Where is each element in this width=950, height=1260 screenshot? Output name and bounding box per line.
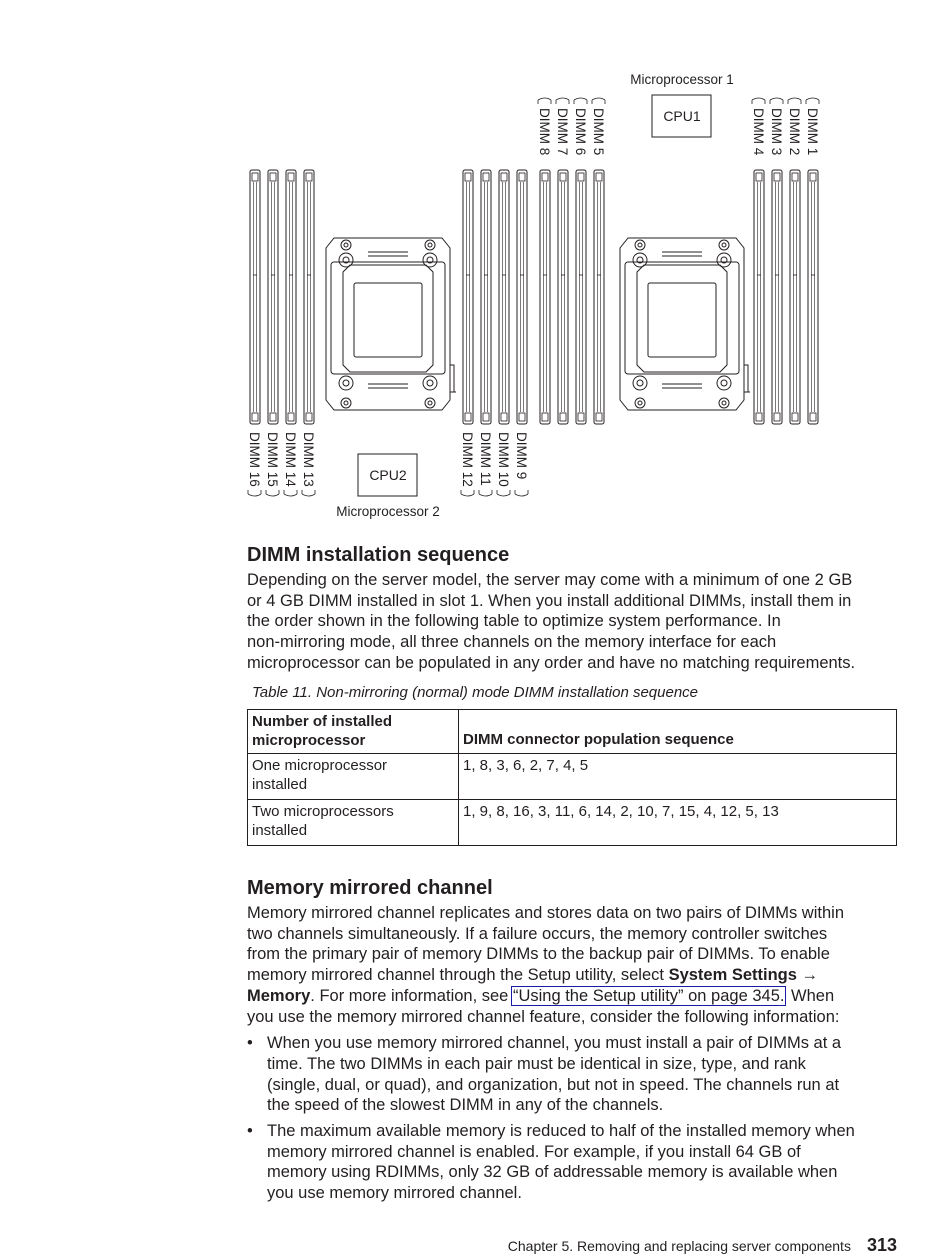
dimm-slot <box>250 170 260 424</box>
paragraph-line: two channels simultaneously. If a failure occurs, the memory controller switches <box>247 924 828 943</box>
paragraph-line: When <box>786 986 835 1005</box>
paragraph-line: . For more information, see <box>310 986 513 1005</box>
microprocessor1-label: Microprocessor 1 <box>630 72 734 87</box>
dimm-labels <box>247 98 820 496</box>
svg-text:DIMM 10: DIMM 10 <box>496 432 511 487</box>
dimm-slot <box>594 170 604 424</box>
cpu2-socket <box>326 238 456 410</box>
dimm-label-bottom <box>478 432 493 496</box>
paragraph-line: memory mirrored channel through the Setup utility, select <box>247 966 669 985</box>
cpu2-label: CPU2 <box>369 467 407 483</box>
table-caption-wrap <box>252 684 902 702</box>
dimm-slot <box>790 170 800 424</box>
setup-utility-link[interactable]: “Using the Setup utility” on page 345. <box>512 986 785 1005</box>
svg-text:DIMM 1: DIMM 1 <box>805 108 820 156</box>
section-heading: Memory mirrored channel <box>247 877 493 899</box>
paragraph-line: non-mirroring mode, all three channels on the memory interface for each <box>247 633 777 652</box>
bullet-icon: • <box>247 1034 253 1053</box>
dimm-label-bottom <box>265 432 280 496</box>
dimm-slot <box>540 170 550 424</box>
section-paragraph <box>247 903 897 1027</box>
paragraph-line: microprocessor can be populated in any order and have no matching requirements. <box>247 653 856 672</box>
dimm-slot <box>772 170 782 424</box>
dimm-slot <box>268 170 278 424</box>
dimm-slot <box>558 170 568 424</box>
menu-path-system-settings: System Settings <box>668 966 797 985</box>
table-row <box>248 800 897 846</box>
dimm-label-bottom <box>301 432 316 496</box>
table-header-cell: DIMM connector population sequence <box>459 710 897 754</box>
microprocessor2-label: Microprocessor 2 <box>336 504 440 519</box>
paragraph-line: you use the memory mirrored channel feature, consider the following information: <box>247 1007 840 1026</box>
table-cell: 1, 9, 8, 16, 3, 11, 6, 14, 2, 10, 7, 15, 4, 12, 5, 13 <box>459 800 897 846</box>
dimm-label-bottom <box>514 432 529 496</box>
section-paragraph <box>247 570 897 674</box>
svg-text:DIMM 16: DIMM 16 <box>247 432 262 487</box>
svg-text:DIMM 14: DIMM 14 <box>283 432 298 487</box>
table-header-row <box>248 710 897 754</box>
svg-text:DIMM 4: DIMM 4 <box>751 108 766 156</box>
dimm-slot <box>517 170 527 424</box>
dimm-sequence-table <box>247 709 897 846</box>
dimm-slot <box>754 170 764 424</box>
dimm-label-top <box>751 98 766 156</box>
table-cell: 1, 8, 3, 6, 2, 7, 4, 5 <box>459 754 897 800</box>
bullet-line: the speed of the slowest DIMM in any of the channels. <box>267 1096 664 1115</box>
paragraph-line: or 4 GB DIMM installed in slot 1. When you install additional DIMMs, install them in <box>247 591 852 610</box>
cell-text: installed <box>252 821 308 839</box>
cell-text: Two microprocessors <box>252 803 394 820</box>
bullet-line: memory using RDIMMs, only 32 GB of addressable memory is available when <box>267 1163 838 1182</box>
bullet-line: time. The two DIMMs in each pair must be identical in size, type, and rank <box>267 1054 806 1073</box>
cell-text: installed <box>252 775 308 793</box>
dimm-slot <box>481 170 491 424</box>
bullet-line: The maximum available memory is reduced to half of the installed memory when <box>267 1122 855 1141</box>
table-header-cell <box>248 710 459 754</box>
svg-text:DIMM 7: DIMM 7 <box>555 108 570 156</box>
svg-text:DIMM 11: DIMM 11 <box>478 432 493 486</box>
list-item <box>247 1033 897 1116</box>
dimm-layout-diagram <box>0 0 950 530</box>
dimm-label-top <box>787 98 802 155</box>
dimm-label-bottom <box>247 432 262 496</box>
dimm-label-top <box>537 98 552 155</box>
table-row <box>248 754 897 800</box>
menu-arrow: → <box>796 966 819 985</box>
bullet-line: (single, dual, or quad), and organization, but not in speed. The channels run at <box>267 1075 840 1094</box>
paragraph-line: from the primary pair of memory DIMMs to the backup pair of DIMMs. To enable <box>247 945 830 964</box>
bullet-line: When you use memory mirrored channel, you must install a pair of DIMMs at a <box>267 1034 842 1053</box>
list-item <box>247 1121 897 1204</box>
dimm-label-bottom <box>496 432 511 496</box>
bullet-line: you use memory mirrored channel. <box>267 1184 522 1203</box>
footer-chapter: Chapter 5. Removing and replacing server components <box>507 1238 851 1254</box>
dimm-slot <box>576 170 586 424</box>
svg-text:DIMM 5: DIMM 5 <box>591 108 606 156</box>
dimm-slot <box>499 170 509 424</box>
header-text: Number of installed <box>252 713 393 730</box>
dimm-label-top <box>591 98 606 155</box>
dimm-label-top <box>769 98 784 155</box>
table-wrap <box>247 709 897 846</box>
cpu-sockets <box>326 238 750 410</box>
dimm-slot <box>286 170 296 424</box>
dimm-slot <box>808 170 818 424</box>
dimm-label-bottom <box>283 432 298 496</box>
svg-text:DIMM 15: DIMM 15 <box>265 432 280 487</box>
dimm-label-top <box>573 98 588 155</box>
svg-text:DIMM 2: DIMM 2 <box>787 108 802 156</box>
page-number: 313 <box>866 1235 897 1255</box>
dimm-slot <box>304 170 314 424</box>
svg-text:DIMM 8: DIMM 8 <box>537 108 552 156</box>
svg-text:DIMM 6: DIMM 6 <box>573 108 588 156</box>
menu-path-memory: Memory <box>247 986 311 1005</box>
table-cell <box>248 754 459 800</box>
table-cell <box>248 800 459 846</box>
bullet-list <box>247 1033 897 1204</box>
page-footer <box>508 1236 897 1255</box>
dimm-slots <box>250 170 818 424</box>
section-dimm-installation <box>247 543 897 674</box>
svg-text:DIMM 3: DIMM 3 <box>769 108 784 156</box>
bullet-icon: • <box>247 1122 253 1141</box>
bullet-line: memory mirrored channel is enabled. For example, if you install 64 GB of <box>267 1142 801 1161</box>
table-caption: Table 11. Non-mirroring (normal) mode DIMM installation sequence <box>252 684 699 701</box>
section-heading: DIMM installation sequence <box>247 544 510 566</box>
svg-text:DIMM 9: DIMM 9 <box>514 432 529 480</box>
dimm-slot <box>463 170 473 424</box>
paragraph-line: the order shown in the following table to optimize system performance. In <box>247 612 781 631</box>
dimm-label-top <box>555 98 570 155</box>
dimm-label-bottom <box>460 432 475 496</box>
cell-text: One microprocessor <box>252 757 388 774</box>
cpu1-label: CPU1 <box>663 108 701 124</box>
dimm-label-top <box>805 98 820 155</box>
svg-text:DIMM 12: DIMM 12 <box>460 432 475 487</box>
cpu1-socket <box>620 238 750 410</box>
paragraph-line: Depending on the server model, the server may come with a minimum of one 2 GB <box>247 571 853 589</box>
section-memory-mirrored <box>247 876 897 1209</box>
paragraph-line: Memory mirrored channel replicates and stores data on two pairs of DIMMs within <box>247 904 844 922</box>
header-text: microprocessor <box>252 731 366 749</box>
svg-text:DIMM 13: DIMM 13 <box>301 432 316 487</box>
